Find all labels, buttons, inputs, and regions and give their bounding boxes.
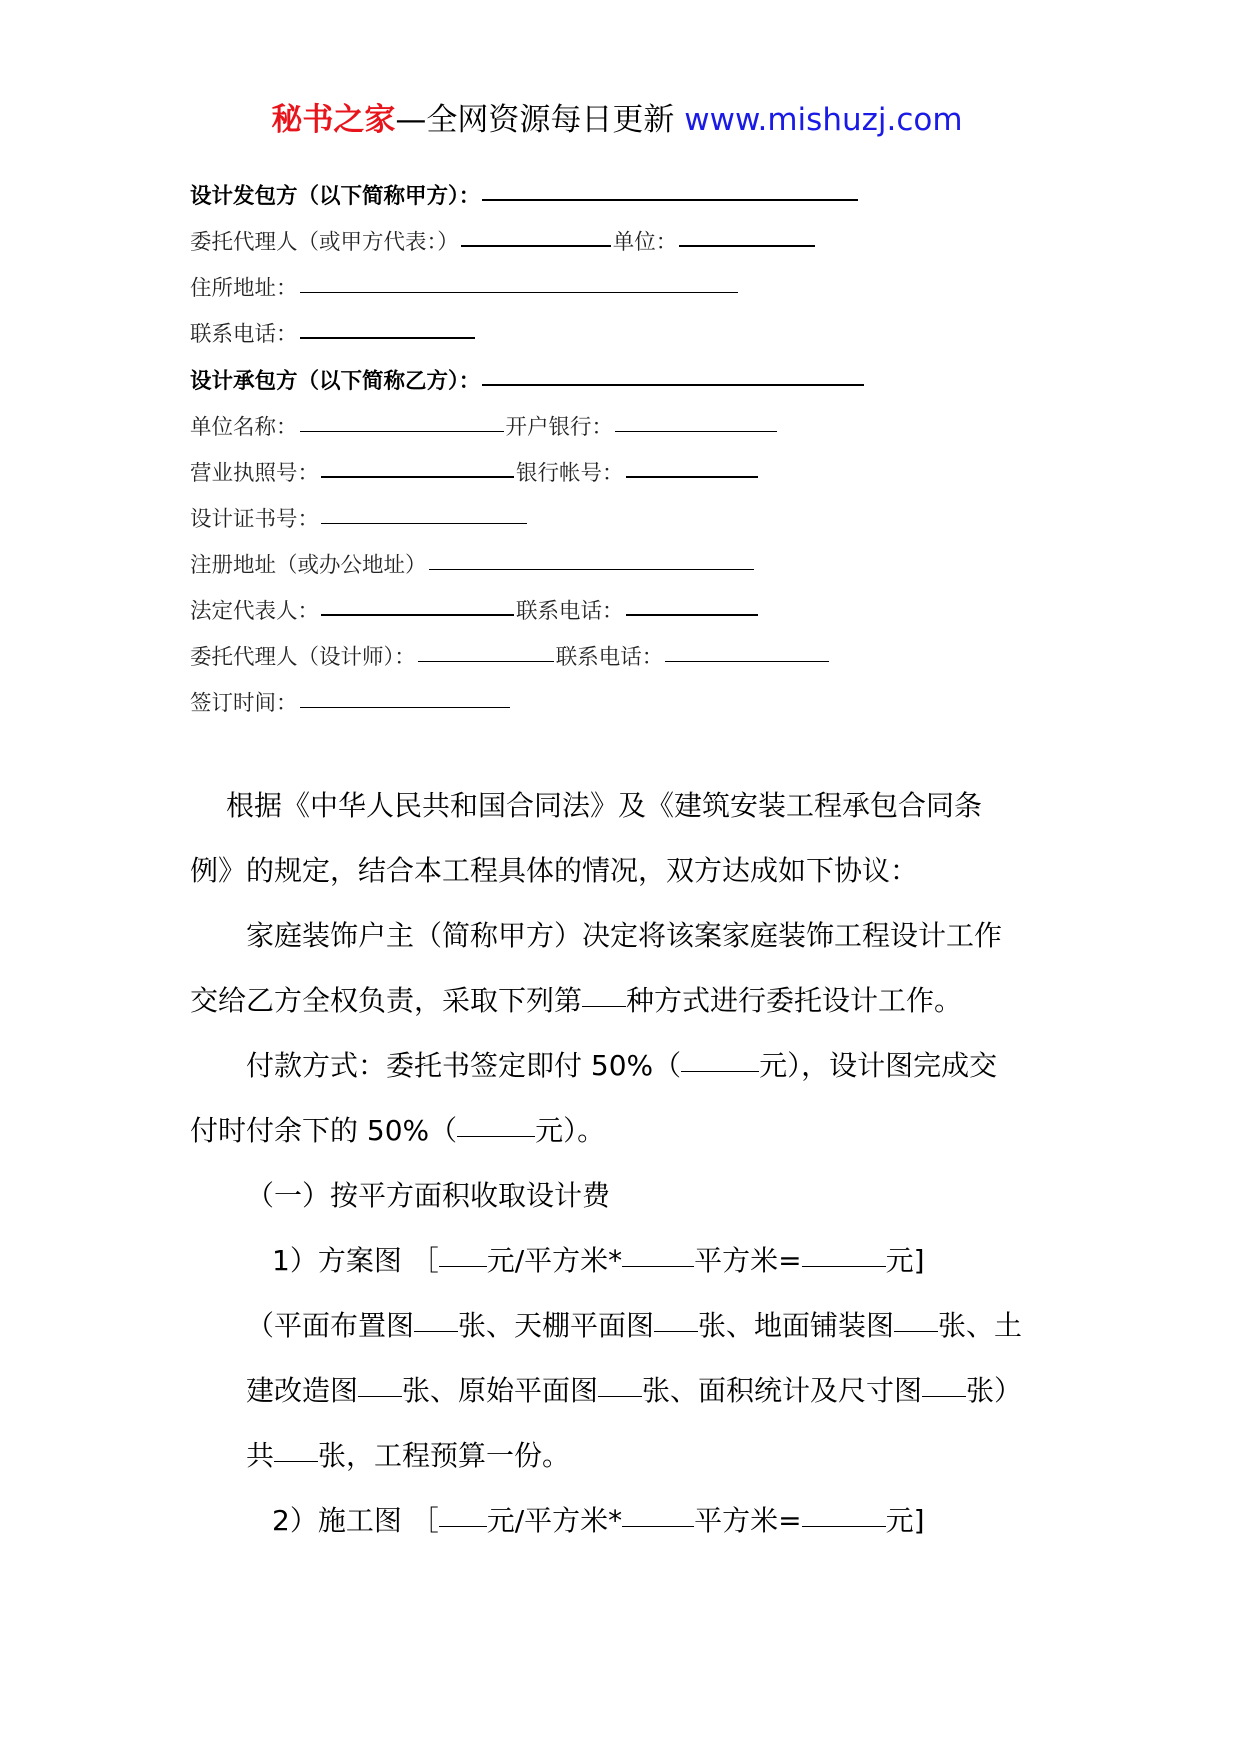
dimension-count-blank[interactable] [922,1395,966,1397]
unit-label: 单位： [612,230,678,255]
legal-rep-blank[interactable] [321,613,514,616]
party-b-sign-time-row [190,689,512,719]
detail-text-d: 张、土 [938,1309,1023,1342]
agent-label: 委托代理人（或甲方代表：） [190,230,459,255]
license-label: 营业执照号： [190,461,320,486]
unit-name-label: 单位名称： [190,415,298,440]
party-b-designer-row [190,643,831,673]
detail-text-j: 张，工程预算一份。 [318,1439,571,1472]
paragraph-1-line-1: 根据《中华人民共和国合同法》及《建筑安装工程承包合同条 [226,789,983,822]
party-a-title: 设计发包方（以下简称甲方）： [190,184,481,209]
designer-label: 委托代理人（设计师）： [190,645,416,670]
detail-text-g: 张、面积统计及尺寸图 [642,1374,923,1407]
party-a-address-row [190,274,740,304]
item-1-price-blank[interactable] [439,1265,487,1267]
item-1-text-a: 1）方案图 ［ [272,1244,439,1277]
total-count-blank[interactable] [274,1460,318,1462]
address-label: 住所地址： [190,276,298,301]
party-a-phone-row [190,320,477,350]
detail-text-b: 张、天棚平面图 [458,1309,655,1342]
designer-blank[interactable] [418,660,554,662]
payment-text-a: 付款方式：委托书签定即付 50%（ [246,1049,682,1082]
legal-rep-label: 法定代表人： [190,599,320,624]
address-blank[interactable] [300,291,738,293]
party-b-unit-row [190,413,779,443]
cert-label: 设计证书号： [190,507,320,532]
detail-text-f: 张、原始平面图 [402,1374,599,1407]
paragraph-2-text-b: 种方式进行委托设计工作。 [626,984,963,1017]
item-1-detail-line-2 [246,1371,1022,1411]
layout-count-blank[interactable] [414,1330,458,1332]
item-1-text-d: 元] [885,1244,925,1277]
second-payment-blank[interactable] [457,1135,535,1137]
sign-time-blank[interactable] [300,706,510,708]
item-2-text-b: 元/平方米* [486,1504,623,1537]
party-b-cert-row [190,505,529,535]
detail-text-i: 共 [246,1439,275,1472]
document-header [0,100,1234,140]
party-a-blank[interactable] [482,198,858,201]
item-1-detail-line-3 [246,1436,570,1476]
detail-text-e: 建改造图 [246,1374,359,1407]
agent-blank[interactable] [461,244,611,247]
detail-text-h: 张） [966,1374,1023,1407]
method-blank[interactable] [582,1005,626,1007]
party-b-legal-rep-row [190,597,760,627]
header-tagline: —全网资源每日更新 [395,102,685,138]
header-url[interactable]: www.mishuzj.com [684,102,963,138]
legal-phone-label: 联系电话： [516,599,624,624]
party-b-blank[interactable] [482,383,864,386]
payment-text-d: 元）。 [535,1114,606,1147]
account-blank[interactable] [626,475,758,478]
section-1-heading: （一）按平方面积收取设计费 [246,1179,611,1212]
sign-time-label: 签订时间： [190,691,298,716]
first-payment-blank[interactable] [681,1070,759,1072]
payment-text-c: 付时付余下的 50%（ [190,1114,458,1147]
paragraph-3-line-1 [246,1046,997,1086]
payment-text-b: 元），设计图完成交 [759,1049,998,1082]
paragraph-1-line-2: 例》的规定，结合本工程具体的情况，双方达成如下协议： [190,854,919,887]
detail-text-a: （平面布置图 [246,1309,415,1342]
brand-name: 秘书之家 [271,102,396,138]
item-2-text-c: 平方米= [694,1504,802,1537]
legal-phone-blank[interactable] [626,613,758,616]
paragraph-2-text-a: 交给乙方全权负责，采取下列第 [190,984,583,1017]
original-count-blank[interactable] [598,1395,642,1397]
reg-address-label: 注册地址（或办公地址） [190,553,427,578]
paragraph-2-line-2 [190,981,962,1021]
designer-phone-label: 联系电话： [555,645,664,670]
item-2-area-blank[interactable] [622,1525,694,1527]
item-1-area-blank[interactable] [622,1265,694,1267]
item-1-line [272,1241,925,1281]
item-1-detail-line-1 [246,1306,1022,1346]
reg-address-blank[interactable] [429,568,754,570]
phone-blank[interactable] [300,336,475,339]
item-2-price-blank[interactable] [439,1525,487,1527]
item-2-line [272,1501,925,1541]
unit-name-blank[interactable] [300,430,504,432]
cert-blank[interactable] [321,522,527,524]
party-b-license-row [190,459,760,489]
item-2-total-blank[interactable] [802,1525,886,1527]
item-1-text-c: 平方米= [694,1244,802,1277]
renovation-count-blank[interactable] [358,1395,402,1397]
detail-text-c: 张、地面铺装图 [698,1309,895,1342]
paragraph-2-line-1: 家庭装饰户主（简称甲方）决定将该案家庭装饰工程设计工作 [246,919,1003,952]
license-blank[interactable] [321,475,514,478]
party-a-row [190,182,860,212]
party-b-row [190,367,866,397]
paragraph-3-line-2 [190,1111,605,1151]
designer-phone-blank[interactable] [665,660,829,662]
party-b-title: 设计承包方（以下简称乙方）： [190,369,481,394]
item-1-total-blank[interactable] [802,1265,886,1267]
ceiling-count-blank[interactable] [654,1330,698,1332]
item-1-text-b: 元/平方米* [486,1244,623,1277]
unit-blank[interactable] [679,244,815,247]
bank-blank[interactable] [615,430,777,432]
item-2-text-a: 2）施工图 ［ [272,1504,439,1537]
account-label: 银行帐号： [516,461,624,486]
item-2-text-d: 元] [885,1504,925,1537]
phone-label: 联系电话： [190,322,298,347]
bank-label: 开户银行： [505,415,614,440]
party-a-agent-row [190,228,817,258]
floor-count-blank[interactable] [894,1330,938,1332]
party-b-reg-address-row [190,551,756,581]
